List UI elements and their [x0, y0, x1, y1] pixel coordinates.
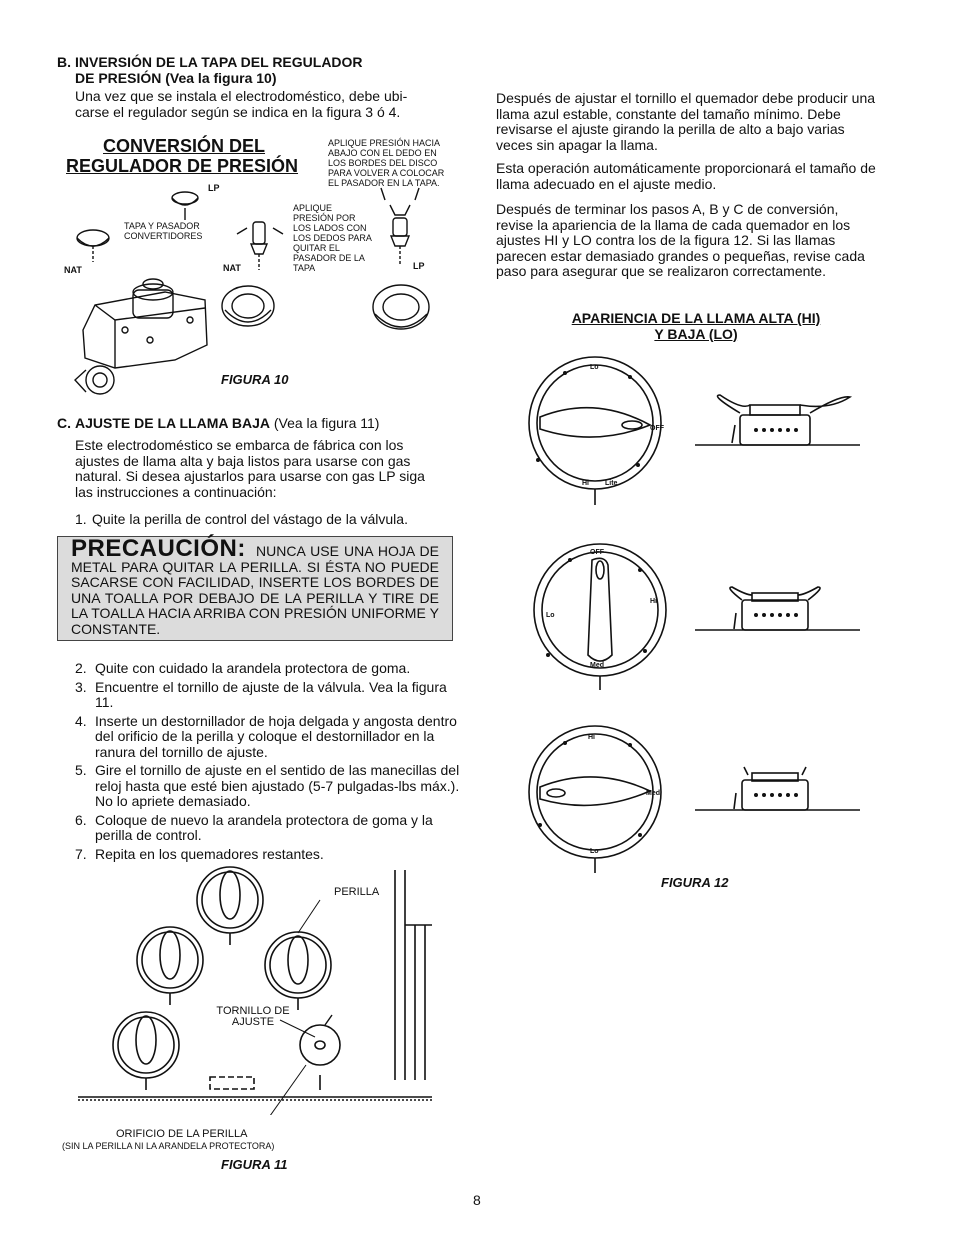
list-item: 2. Quite con cuidado la arandela protectora de goma.: [75, 660, 411, 676]
fig12-knob-label: Hi: [588, 734, 595, 741]
flame-heading: APARIENCIA DE LA LLAMA ALTA (HI) Y BAJA (LO): [571, 310, 821, 342]
fig10-heading-line2: REGULADOR DE PRESIÓN: [66, 156, 299, 176]
section-b-body-line1: Una vez que se instala el electrodoméstico, debe ubi-: [75, 88, 408, 104]
fig10-illustration: [55, 180, 455, 400]
fig12-knob-label: OFF: [650, 425, 664, 432]
fig11-perilla-label: PERILLA: [334, 886, 380, 898]
fig12-knob-label: Med: [590, 662, 604, 669]
page-number: 8: [473, 1192, 481, 1208]
fig10-nat-label-1: NAT: [64, 265, 82, 275]
fig11-caption: FIGURA 11: [221, 1157, 288, 1172]
caution-heading: PRECAUCIÓN:: [71, 535, 246, 562]
section-c-ref: (Vea la figura 11): [273, 415, 380, 431]
fig12-knob-label: Hi: [650, 598, 657, 605]
fig12-knob-label: Lo: [590, 848, 599, 855]
section-c-heading: [75, 416, 379, 432]
fig10-lp-label-1: LP: [208, 183, 220, 193]
list-item: 7. Repita en los quemadores restantes.: [75, 845, 324, 862]
fig12-knob-label: Lite: [605, 480, 618, 487]
section-b-title-line1: INVERSIÓN DE LA TAPA DEL REGULADOR: [75, 54, 363, 70]
fig11-orificio-label: ORIFICIO DE LA PERILLA: [116, 1128, 248, 1140]
fig11-orificio-note: (SIN LA PERILLA NI LA ARANDELA PROTECTORA): [62, 1141, 275, 1151]
section-c-letter: C.: [57, 415, 71, 431]
fig11-tornillo-label: TORNILLO DE AJUSTE: [216, 1005, 290, 1028]
section-c-body: Este electrodoméstico se embarca de fábrica con los ajustes de llama alta y baja listos para usarse con gas natural. Si desea ajustarlos para usarse con gas LP siga las instrucciones a continuación:: [75, 437, 425, 500]
fig12-caption: FIGURA 12: [661, 875, 729, 890]
list-item: 3. Encuentre el tornillo de ajuste de la válvula. Vea la figura 11.: [75, 678, 447, 710]
list-item: 6. Coloque de nuevo la arandela protectora de goma y la perilla de control.: [75, 811, 433, 843]
fig11-illustration: [70, 865, 440, 1115]
fig12-knob-label: OFF: [590, 549, 604, 556]
fig10-note-top: APLIQUE PRESIÓN HACIA ABAJO CON EL DEDO EN LOS BORDES DEL DISCO PARA VOLVER A COLOCAR EL PASADOR EN LA TAPA.: [328, 138, 445, 188]
fig10-lp-label-2: LP: [413, 261, 425, 271]
fig10-note-mid: APLIQUE PRESIÓN POR LOS LADOS CON LOS DEDOS PARA QUITAR EL PASADOR DE LA TAPA: [293, 203, 372, 273]
section-b-body-line2: carse el regulador según se indica en la figura 3 ó 4.: [75, 104, 401, 120]
list-item: 5. Gire el tornillo de ajuste en el sentido de las manecillas del reloj hasta que esté bien ajustado (5-7 pulgadas-lbs máx.). No lo apriete demasiado.: [75, 762, 460, 809]
section-b-title-line2: DE PRESIÓN (Vea la figura 10): [75, 70, 277, 86]
fig12-illustration: [510, 355, 890, 875]
caution-box: [57, 536, 453, 641]
fig12-knob-label: Lo: [590, 364, 599, 371]
fig12-knob-label: Med: [646, 790, 660, 797]
section-b-letter: B.: [57, 54, 71, 70]
right-paragraph-2: Esta operación automáticamente proporcionará el tamaño de llama adecuado en el ajuste medio.: [496, 160, 876, 192]
fig12-knob-label: Hi: [582, 480, 589, 487]
fig10-caption: FIGURA 10: [221, 372, 289, 387]
right-paragraph-3: Después de terminar los pasos A, B y C de conversión, revise la apariencia de la llama de cada quemador en los ajustes HI y LO contra los de la figura 12. Si las llamas parecen estar demasiado grandes o pequeñas, revise cada paso para asegurar que se realizaron correctamente.: [496, 201, 865, 279]
step-1: 1. Quite la perilla de control del vástago de la válvula.: [75, 511, 408, 527]
fig10-heading-line1: CONVERSIÓN DEL: [103, 136, 266, 156]
fig10-cap-label: TAPA Y PASADOR CONVERTIDORES: [124, 221, 203, 241]
fig12-knob-label: Lo: [546, 612, 555, 619]
caution-text: NUNCA USE UNA HOJA DE METAL PARA QUITAR LA PERILLA. SI ÉSTA NO PUEDE SACARSE CON FACILIDAD, INSERTE LOS BORDES DE UNA TOALLA POR DEBAJO DE LA PERILLA Y TIRE DE LA TOALLA HACIA ARRIBA CON PRESIÓN UNIFORME Y CONSTANTE.: [71, 543, 439, 637]
list-item: 4. Inserte un destornillador de hoja delgada y angosta dentro del orificio de la perilla y coloque el destornillador en la ranura del tornillo de ajuste.: [75, 712, 457, 760]
steps-list: [75, 661, 460, 865]
section-c-title: AJUSTE DE LA LLAMA BAJA: [75, 415, 270, 431]
fig10-nat-label-2: NAT: [223, 263, 241, 273]
right-paragraph-1: Después de ajustar el tornillo el quemador debe producir una llama azul estable, constante del tamaño mínimo. Debe revisarse el ajuste girando la perilla de alto a bajo varias veces sin apagar la llama.: [496, 90, 876, 153]
